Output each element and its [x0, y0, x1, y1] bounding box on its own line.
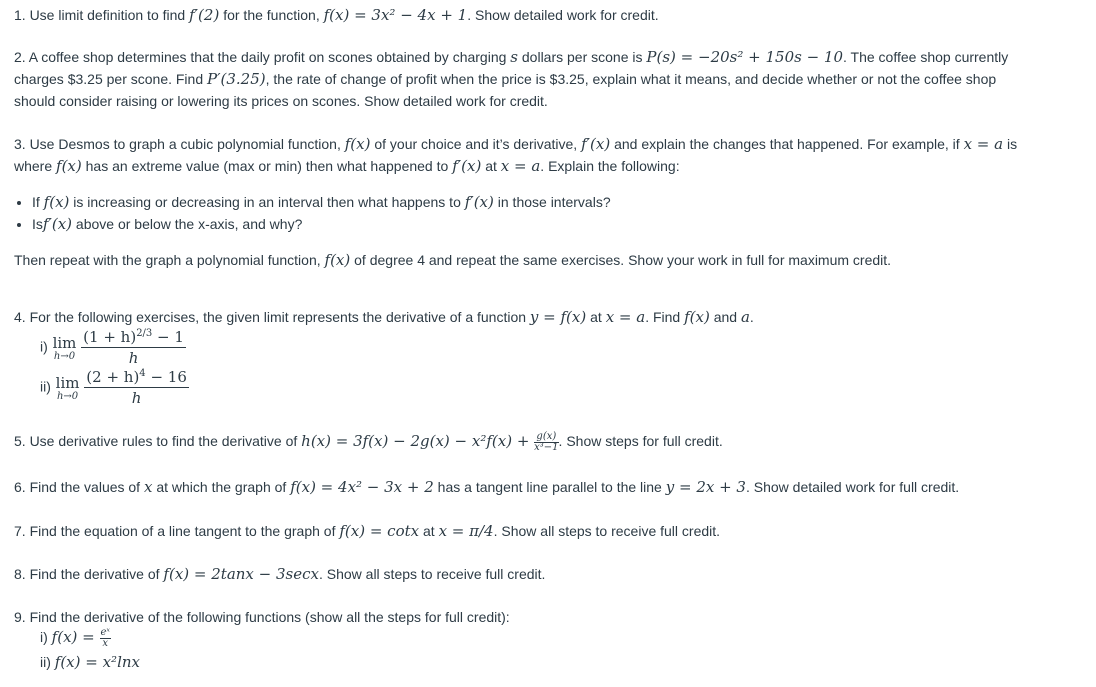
q6-text: 6. Find the values of: [14, 479, 144, 495]
q6-text: at which the graph of: [152, 479, 291, 495]
fraction-numerator: [81, 328, 186, 348]
q4-limit-i: [40, 328, 186, 367]
lim-sub: h→0: [56, 390, 79, 402]
question-4: [14, 306, 1072, 328]
q1-function: f(x) = 3x² − 4x + 1: [323, 6, 468, 24]
q7-math: x = π/4: [438, 522, 494, 540]
num-exp: 4: [139, 368, 146, 379]
q7-function: f(x) = cotx: [339, 522, 420, 540]
fraction-numerator: g(x): [534, 432, 558, 443]
q3-text: Then repeat with the graph a polynomial function,: [14, 252, 325, 268]
q3-bullet-list: [14, 191, 611, 235]
q7-text: 7. Find the equation of a line tangent to the graph of: [14, 523, 340, 539]
q3-math: f′(x): [452, 157, 482, 175]
q4-limit-i-fraction: [81, 328, 186, 367]
q1-derivative: f′(2): [189, 6, 220, 24]
q8-text: . Show all steps to receive full credit.: [318, 566, 546, 582]
q2-derivative: P′(3.25): [207, 70, 266, 88]
q3-text: of your choice and it’s derivative,: [370, 136, 582, 152]
q4-limit-i-lim: [53, 334, 77, 362]
fraction-denominator: h: [128, 349, 139, 367]
q2-text: charges $3.25 per scone. Find: [14, 71, 208, 87]
q6-math: x: [143, 478, 153, 496]
q3-math: f′(x): [42, 215, 73, 233]
q3-text: 3. Use Desmos to graph a cubic polynomial function,: [14, 136, 345, 152]
q4-math: x = a: [605, 308, 646, 326]
q2-text: 2. A coffee shop determines that the daily profit on scones obtained by charging: [14, 49, 511, 65]
q4-limit-ii-label: ii): [40, 378, 51, 395]
q3-text: Is: [32, 216, 43, 232]
q3-text: has an extreme value (max or min) then what happened to: [81, 158, 453, 174]
lim-word: lim: [55, 373, 80, 392]
q4-text: and: [709, 309, 741, 325]
q6-text: has a tangent line parallel to the line: [433, 479, 666, 495]
q3-math: f′(x): [581, 135, 611, 153]
q8-text: 8. Find the derivative of: [14, 566, 164, 582]
q4-limit-ii-lim: [56, 374, 80, 402]
q7-text: . Show all steps to receive full credit.: [493, 523, 721, 539]
q3-bullet-1: [32, 191, 611, 213]
fraction-denominator: h: [131, 389, 142, 407]
q7-text: at: [419, 523, 439, 539]
question-6: [14, 476, 1072, 498]
question-7: [14, 520, 1072, 542]
q4-text: 4. For the following exercises, the given limit represents the derivative of a function: [14, 309, 530, 325]
lim-word: lim: [52, 333, 77, 352]
q3-math: x = a: [500, 157, 541, 175]
q3-text: . Explain the following:: [540, 158, 680, 174]
q5-fraction: [534, 432, 558, 453]
question-8: [14, 563, 1072, 585]
q1-text-end: . Show detailed work for credit.: [467, 7, 659, 23]
question-3: [14, 133, 1072, 177]
q6-function: f(x) = 4x² − 3x + 2: [290, 478, 434, 496]
num-base: (2 + h): [86, 368, 140, 386]
q1-text: 1. Use limit definition to find: [14, 7, 190, 23]
q2-text: should consider raising or lowering its prices on scones. Show detailed work for credit.: [14, 93, 548, 109]
q4-math: a: [740, 308, 750, 326]
q5-text: . Show steps for full credit.: [558, 433, 723, 449]
q9-function: f(x) = x²lnx: [54, 653, 140, 671]
q2-profit-function: P(s) = −20s² + 150s − 10: [646, 48, 843, 66]
q3-text: of degree 4 and repeat the same exercises. Show your work in full for maximum credit.: [350, 252, 892, 268]
q4-text: at: [586, 309, 606, 325]
q3-text: where: [14, 158, 57, 174]
q2-var-s: s: [510, 48, 518, 66]
q3-math: f(x): [43, 193, 70, 211]
fraction-numerator: eˣ: [100, 626, 110, 638]
q3-bullet-2: [32, 213, 611, 235]
question-9: [14, 606, 1072, 628]
q1-text-mid: for the function,: [219, 7, 324, 23]
q4-text: . Find: [645, 309, 685, 325]
q9-part-i: [40, 626, 1072, 649]
question-2: [14, 46, 1072, 112]
q6-line: y = 2x + 3: [665, 478, 746, 496]
q9-part-ii: [40, 651, 1072, 673]
q3-repeat: [14, 249, 1072, 271]
num-rest: − 1: [152, 328, 184, 346]
q5-function: h(x) = 3f(x) − 2g(x) − x²f(x) +: [301, 432, 535, 450]
q3-text: above or below the x-axis, and why?: [72, 216, 303, 232]
fraction-numerator: [84, 368, 189, 388]
question-1: [14, 4, 1072, 26]
q9-part-label: i): [40, 629, 52, 645]
q8-function: f(x) = 2tanx − 3secx: [163, 565, 319, 583]
q3-math: f′(x): [464, 193, 494, 211]
q9-function: f(x) =: [51, 628, 100, 646]
q3-math: f(x): [56, 157, 82, 175]
num-exp: 2/3: [136, 328, 153, 339]
fraction-denominator: x: [102, 637, 109, 649]
q2-text: . The coffee shop currently: [843, 49, 1009, 65]
q4-text: .: [749, 309, 754, 325]
q2-text: dollars per scone is: [518, 49, 647, 65]
q3-text: and explain the changes that happened. For example, if: [610, 136, 964, 152]
q3-math: x = a: [963, 135, 1004, 153]
q2-text: , the rate of change of profit when the price is $3.25, explain what it means, and decide whether or not the coffee shop: [265, 71, 997, 87]
q3-text: in those intervals?: [493, 194, 611, 210]
num-rest: − 16: [145, 368, 187, 386]
q4-limit-ii-fraction: [84, 368, 189, 407]
q3-text: at: [481, 158, 501, 174]
q3-math: f(x): [324, 251, 351, 269]
q5-text: 5. Use derivative rules to find the derivative of: [14, 433, 302, 449]
question-5: [14, 430, 1072, 453]
num-base: (1 + h): [83, 328, 137, 346]
q4-limit-i-label: i): [40, 338, 48, 355]
q4-math: f(x): [684, 308, 710, 326]
q9-fraction: [100, 628, 111, 649]
q3-text: is increasing or decreasing in an interval then what happens to: [69, 194, 465, 210]
q3-text: is: [1003, 136, 1018, 152]
q9-text: 9. Find the derivative of the following functions (show all the steps for full credit):: [14, 609, 510, 625]
lim-sub: h→0: [53, 350, 76, 362]
q9-part-label: ii): [40, 654, 55, 670]
q3-math: f(x): [344, 135, 371, 153]
q4-limit-ii: [40, 368, 189, 407]
q4-math: y = f(x): [529, 308, 587, 326]
fraction-denominator: x³−1: [534, 441, 559, 453]
q3-text: If: [32, 194, 44, 210]
q6-text: . Show detailed work for full credit.: [745, 479, 960, 495]
